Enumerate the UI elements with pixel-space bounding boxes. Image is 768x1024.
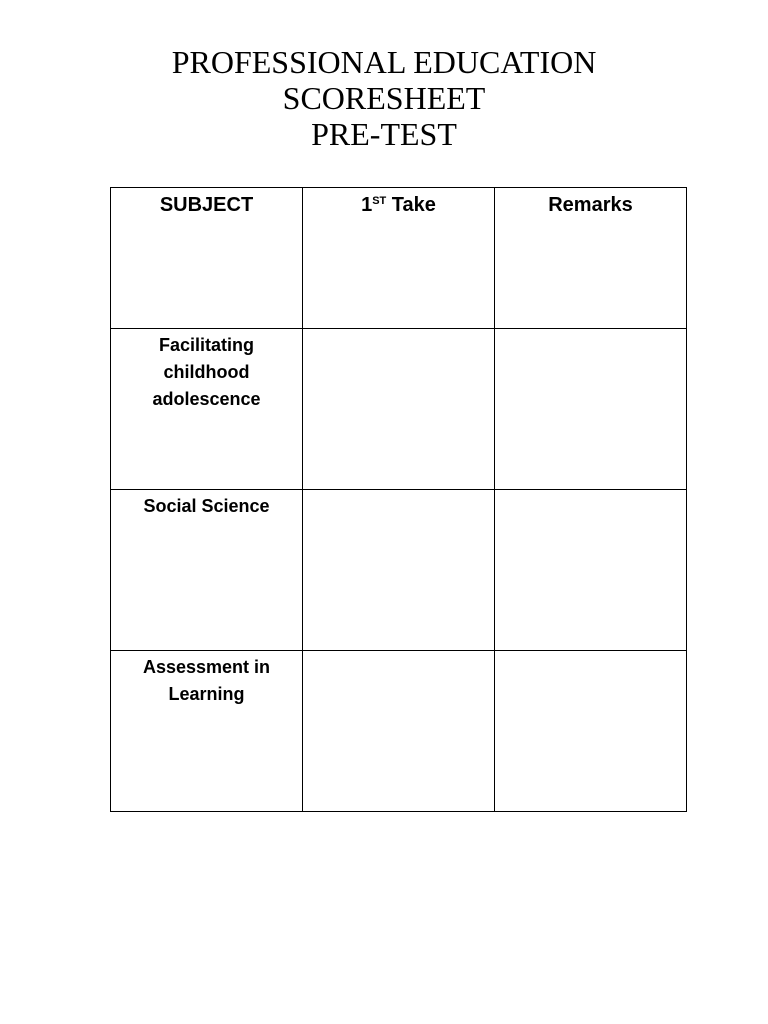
header-cell-remarks — [495, 188, 687, 329]
table-row — [111, 329, 687, 490]
header-cell-subject — [111, 188, 303, 329]
title-line-3: PRE-TEST — [311, 116, 457, 152]
remarks-cell[interactable] — [495, 651, 687, 812]
subject-name: Social Science — [143, 496, 270, 516]
remarks-value[interactable] — [495, 490, 686, 493]
subject-cell — [111, 490, 303, 651]
scoresheet-table — [110, 187, 687, 812]
subject-name: Facilitating childhood adolescence — [152, 335, 261, 409]
take-ordinal-superscript: ST — [372, 195, 387, 207]
header-subject-label: SUBJECT — [159, 194, 254, 216]
take-score-value[interactable] — [303, 490, 494, 493]
remarks-cell[interactable] — [495, 329, 687, 490]
document-title — [0, 44, 768, 152]
title-line-1: PROFESSIONAL EDUCATION — [171, 44, 597, 80]
table-row — [111, 651, 687, 812]
subject-cell — [111, 329, 303, 490]
subject-cell — [111, 651, 303, 812]
take-score-value[interactable] — [303, 651, 494, 654]
take-score-cell[interactable] — [303, 329, 495, 490]
header-take-label — [303, 188, 494, 217]
table-row — [111, 490, 687, 651]
title-line-2: SCORESHEET — [282, 80, 486, 116]
header-cell-take — [303, 188, 495, 329]
take-score-cell[interactable] — [303, 490, 495, 651]
remarks-value[interactable] — [495, 651, 686, 654]
take-score-value[interactable] — [303, 329, 494, 332]
take-number: 1 — [361, 194, 373, 216]
subject-name: Assessment in Learning — [142, 657, 271, 704]
take-word: Take — [386, 194, 436, 216]
remarks-cell[interactable] — [495, 490, 687, 651]
remarks-value[interactable] — [495, 329, 686, 332]
header-remarks-label: Remarks — [548, 194, 633, 216]
table-header-row — [111, 188, 687, 329]
take-score-cell[interactable] — [303, 651, 495, 812]
